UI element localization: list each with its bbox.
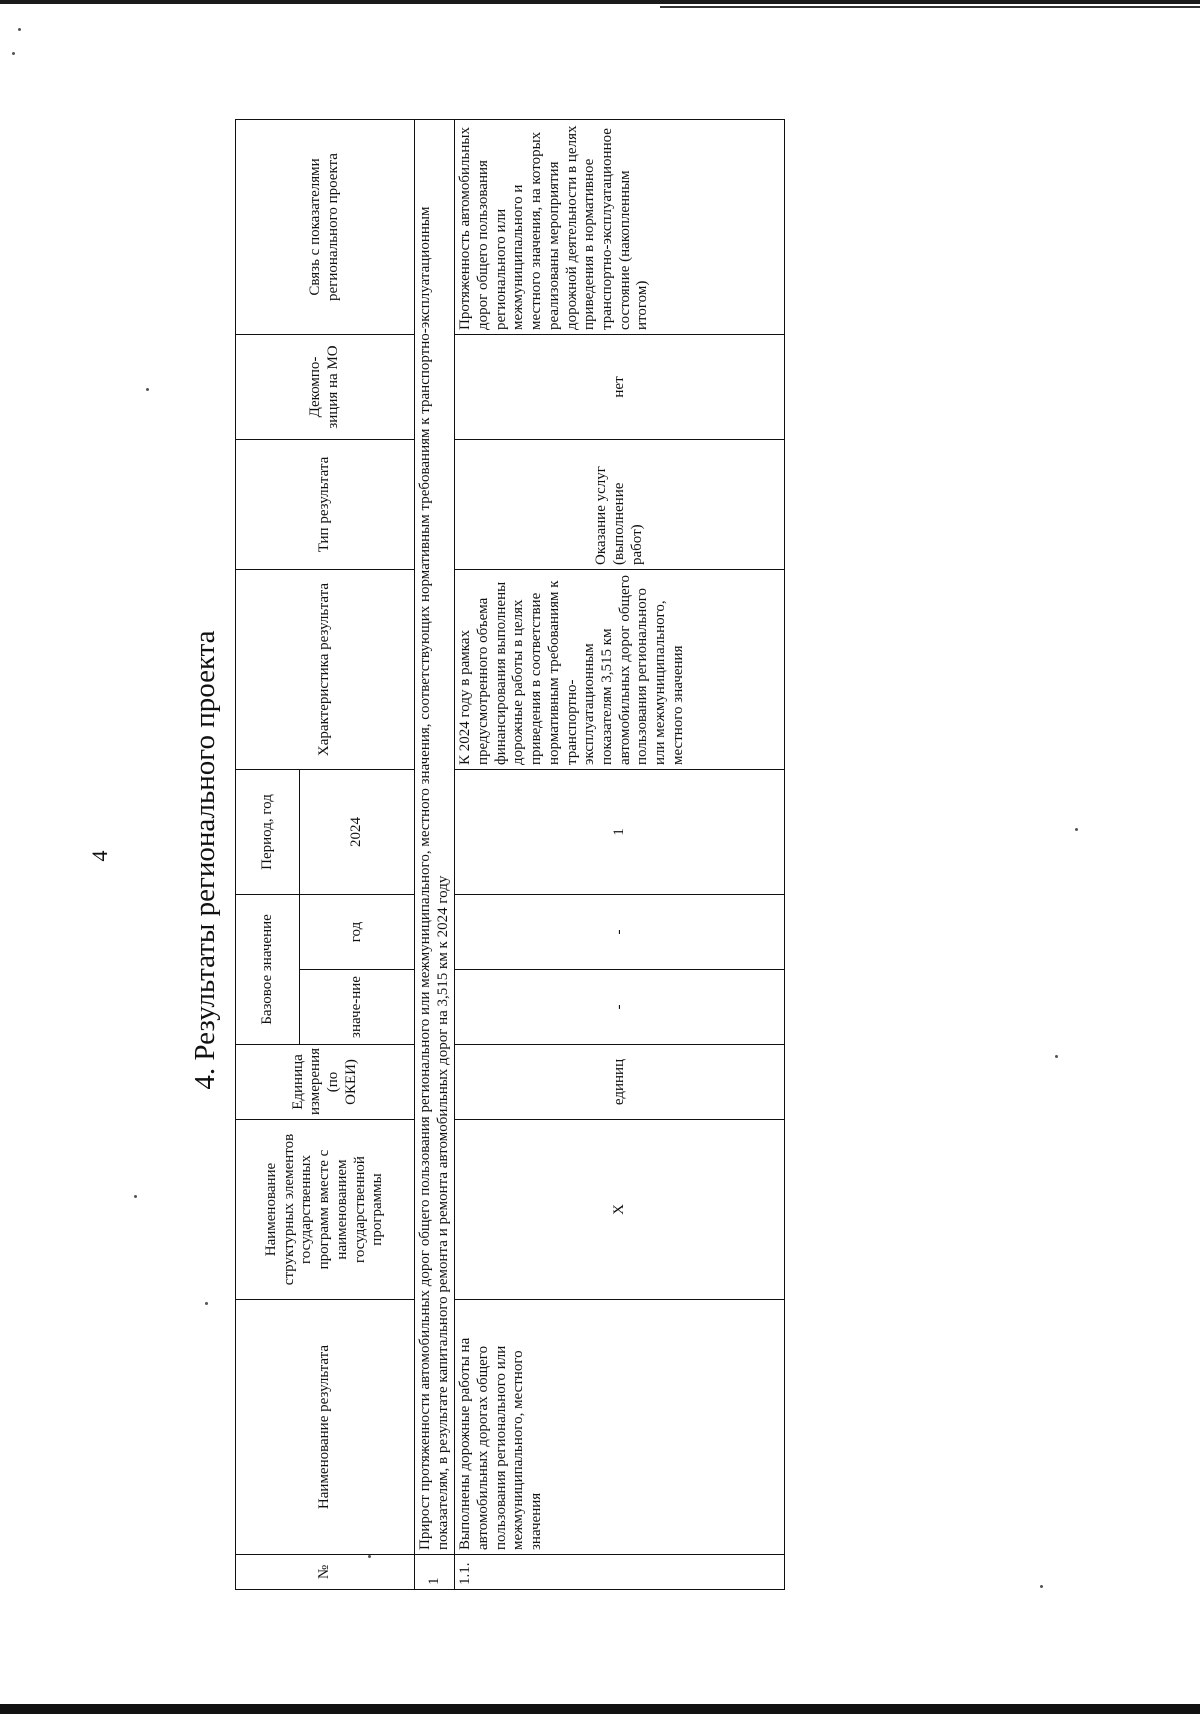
table-header-row (236, 119, 300, 1589)
header-decomposition: Декомпо-зиция на МО (236, 334, 415, 439)
goal-num: 1 (415, 1555, 455, 1590)
header-type: Тип результата (236, 439, 415, 569)
scan-speck (12, 52, 15, 55)
scan-edge-top-right (660, 6, 1200, 8)
goal-text: Прирост протяженности автомобильных дорог общего пользования регионального или межмуниципального, местного значения, соответствующих нормативным требованиям к транспортно-эксплуатационным показателям, в результате капитального ремонта и ремонта автомобильных дорог на 3,515 км к 2024 году (415, 119, 455, 1554)
page-number: 4 (87, 850, 112, 862)
header-base-value: Базовое значение (236, 894, 300, 1044)
header-structural: Наименование структурных элементов государственных программ вместе с наименованием государственной программы (236, 1120, 415, 1300)
table-row (455, 119, 785, 1589)
row-structural: X (455, 1120, 785, 1300)
header-period: Период, год (236, 769, 300, 894)
goal-row (415, 119, 455, 1589)
header-name: Наименование результата (236, 1300, 415, 1555)
header-num: № (236, 1555, 415, 1590)
row-base-value: - (455, 970, 785, 1045)
header-period-2024: 2024 (300, 769, 415, 894)
header-base-value-value: значе-ние (300, 970, 415, 1045)
scan-speck (18, 28, 21, 31)
section-title: 4. Результаты регионального проекта (189, 630, 221, 1090)
row-num: 1.1. (455, 1555, 785, 1590)
row-base-year: - (455, 894, 785, 969)
scan-speck (146, 388, 149, 391)
header-link: Связь с показателями регионального проекта (236, 119, 415, 334)
header-base-value-year: год (300, 894, 415, 969)
row-period-2024: 1 (455, 769, 785, 894)
row-link: Протяженность автомобильных дорог общего пользования регионального или межмуниципального и местного значения, на которых реализованы мероприятия дорожной деятельности в целях приведения в нормативное транспортно-эксплуатационное состояние (накопленным итогом) (455, 119, 785, 334)
rotated-page-content (185, 120, 1185, 1600)
results-table (235, 119, 785, 1590)
scan-edge-top (0, 0, 1200, 4)
row-unit: единиц (455, 1045, 785, 1120)
scan-edge-bottom (0, 1704, 1200, 1714)
row-type: Оказание услуг (выполнение работ) (455, 439, 785, 569)
scan-speck (134, 1195, 137, 1198)
header-unit: Единица измерения (по ОКЕИ) (236, 1045, 415, 1120)
row-characteristic: К 2024 году в рамках предусмотренного объема финансирования выполнены дорожные работы в целях приведения в соответствие нормативным требованиям к транспортно-эксплуатационным показателям 3,515 км автомобильных дорог общего пользования регионального или межмуниципального, местного значения (455, 569, 785, 769)
row-name: Выполнены дорожные работы на автомобильных дорогах общего пользования регионального или межмуниципального, местного значения (455, 1300, 785, 1555)
header-characteristic: Характеристика результата (236, 569, 415, 769)
row-decomposition: нет (455, 334, 785, 439)
